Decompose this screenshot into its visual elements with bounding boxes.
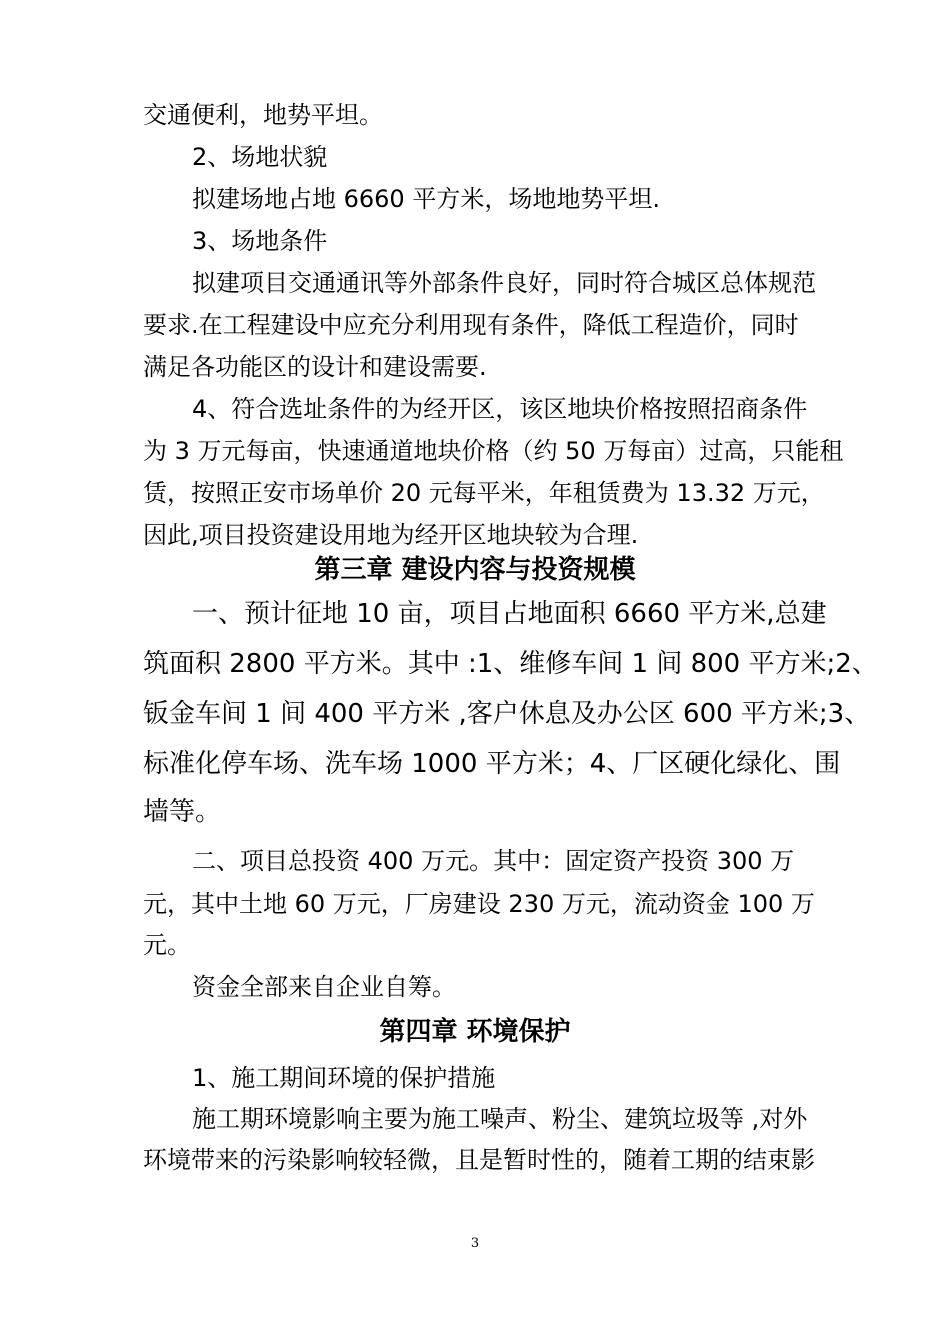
text-line: 4、符合选址条件的为经开区，该区地块价格按照招商条件 [192,395,808,423]
text-line: 赁，按照正安市场单价 20 元每平米，年租赁费为 13.32 万元， [143,479,825,507]
text-line: 因此,项目投资建设用地为经开区地块较为合理. [143,521,639,549]
text-line: 钣金车间 1 间 400 平方米 ,客户休息及办公区 600 平方米;3、 [143,699,871,729]
text-line: 元。 [143,931,191,959]
text-line: 要求.在工程建设中应充分利用现有条件，降低工程造价，同时 [143,311,799,339]
text-line: 拟建场地占地 6660 平方米，场地地势平坦. [192,185,660,213]
text-line: 标准化停车场、洗车场 1000 平方米；4、厂区硬化绿化、围 [143,749,841,779]
text-line: 2、场地状貌 [192,143,328,171]
chapter-heading: 第四章 环境保护 [379,1017,571,1047]
text-line: 1、施工期间环境的保护措施 [192,1064,496,1092]
text-line: 满足各功能区的设计和建设需要. [143,353,487,381]
text-line: 为 3 万元每亩，快速通道地块价格（约 50 万每亩）过高，只能租 [143,437,844,465]
text-line: 资金全部来自企业自筹。 [192,973,456,1001]
text-line: 筑面积 2800 平方米。其中 :1、维修车间 1 间 800 平方米;2、 [143,649,878,679]
text-line: 3、场地条件 [192,227,328,255]
text-line: 墙等。 [143,797,222,827]
text-line: 交通便利，地势平坦。 [143,101,383,129]
page-number: 3 [470,1236,480,1251]
chapter-heading: 第三章 建设内容与投资规模 [314,555,636,585]
text-line: 二、项目总投资 400 万元。其中：固定资产投资 300 万 [192,847,795,875]
text-line: 环境带来的污染影响较轻微，且是暂时性的，随着工期的结束影 [143,1146,815,1174]
text-line: 一、预计征地 10 亩，项目占地面积 6660 平方米,总建 [192,599,827,629]
text-line: 施工期环境影响主要为施工噪声、粉尘、建筑垃圾等 ,对外 [192,1105,808,1133]
text-line: 元，其中土地 60 万元，厂房建设 230 万元，流动资金 100 万 [143,890,815,918]
text-line: 拟建项目交通通讯等外部条件良好，同时符合城区总体规范 [192,269,816,297]
